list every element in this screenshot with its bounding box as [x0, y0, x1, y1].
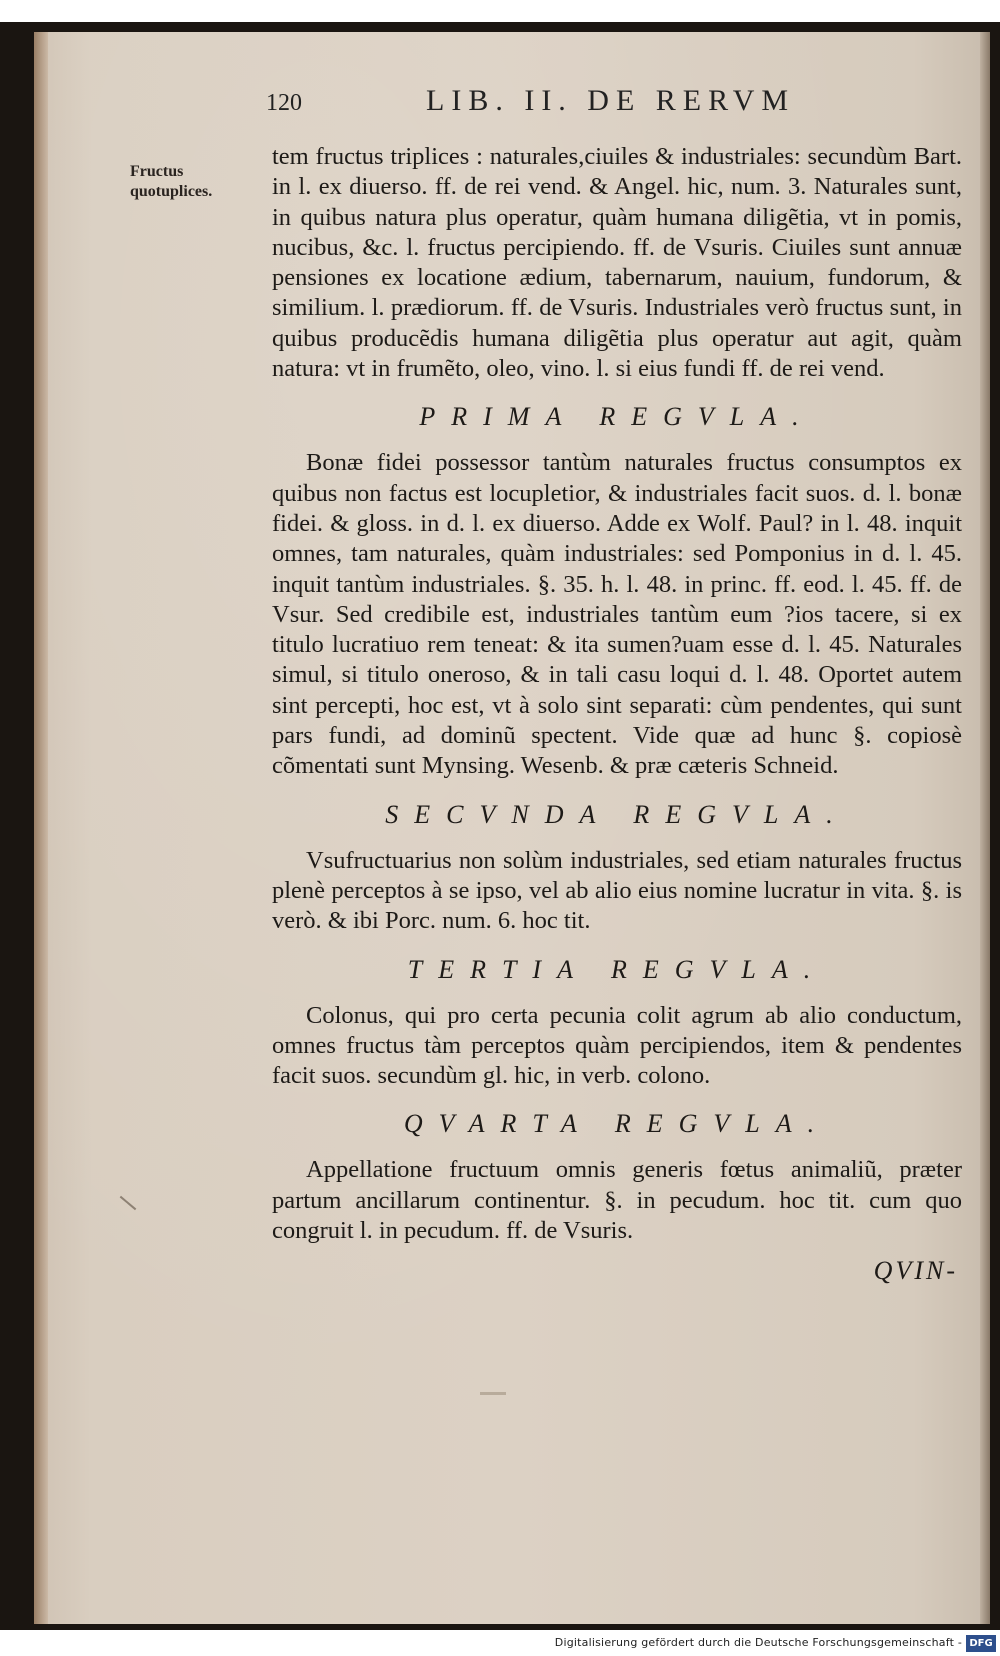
- paragraph-prima-regula: Bonæ fidei possessor tantùm naturales fructus consumptos ex quibus non factus est locupletior, & industriales facit suos. d. l. bonæ fidei. & gloss. in d. l. ex diuerso. Adde ex Wolf. Paul? in l. 48. inquit omnes, tam naturales, quàm industriales: sed Pomponius in d. l. 45. inquit tantùm industriales. §. 35. h. l. 48. in princ. ff. eod. l. 45. ff. de Vsur. Sed credibile est, industriales tantùm eum ?ios tacere, si ex titulo lucratiuo rem teneat: & ita sumen?uam esse d. l. 45. Naturales simul, si titulo oneroso, & in tali casu loqui d. l. 48. Oportet autem sint percepti, hoc est, vt à solo sint separati: cùm pendentes, qui sunt pars fundi, ad dominũ spectent. Vide quæ ad hunc §. copiosè cõmentati sunt Mynsing. Wesenb. & præ cæteris Schneid.: [272, 449, 962, 780]
- heading-quarta-regula: QVARTA REGVLA.: [403, 1109, 831, 1139]
- paragraph-quarta-regula: Appellatione fructuum omnis generis fœtus animaliũ, præter partum ancillarum continentur. §. in pecudum. hoc tit. cum quo congruit l. in pecudum. ff. de Vsuris.: [272, 1156, 962, 1245]
- running-head: [266, 84, 826, 124]
- dfg-logo[interactable]: DFG: [966, 1635, 996, 1652]
- page-gutter: [34, 32, 48, 1624]
- intro-paragraph: tem fructus triplices : naturales,ciuiles & industriales: secundùm Bart. in l. ex diuerso. ff. de rei vend. & Angel. hic, num. 3. Naturales sunt, in quibus natura plus operatur, quàm humana diligẽtia, vt in pomis, nucibus, &c. l. fructus percipiendo. ff. de Vsuris. Ciuiles sunt annuæ pensiones ex locatione ædium, tabernarum, nauium, fundorum, & similium. l. prædiorum. ff. de Vsuris. Industriales verò fructus sunt, in quibus producẽdis humana diligẽtia plus operatur aut agit, quàm natura: vt in frumẽto, oleo, vino. l. si eius fundi ff. de rei vend.: [272, 143, 962, 383]
- heading-tertia-regula: TERTIA REGVLA.: [407, 954, 827, 984]
- heading-prima-regula: PRIMA REGVLA.: [419, 402, 815, 432]
- running-title: LIB. II. DE RERVM: [426, 84, 796, 117]
- heading-secunda-regula: SECVNDA REGVLA.: [385, 799, 849, 829]
- paragraph-tertia-regula: Colonus, qui pro certa pecunia colit agrum ab alio conductum, omnes fructus tàm perceptos quàm percipiendos, item & pendentes facit suos. secundùm gl. hic, in verb. colono.: [272, 1001, 962, 1090]
- footer-credit: Digitalisierung gefördert durch die Deutsche Forschungsgemeinschaft -: [554, 1636, 962, 1649]
- catchword: QVIN-: [873, 1256, 958, 1286]
- footer-bar: [0, 1634, 1000, 1656]
- body-text: [272, 142, 962, 1287]
- paper-mark: [480, 1392, 506, 1395]
- page-number: 120: [266, 90, 302, 116]
- page-edge: [980, 32, 990, 1624]
- margin-note: Fructus quotuplices.: [130, 163, 213, 200]
- paragraph-secunda-regula: Vsufructuarius non solùm industriales, sed etiam naturales fructus plenè perceptos à se ipso, vel ab alio eius nomine lucratur in vita. §. is verò. & ibi Porc. num. 6. hoc tit.: [272, 846, 962, 935]
